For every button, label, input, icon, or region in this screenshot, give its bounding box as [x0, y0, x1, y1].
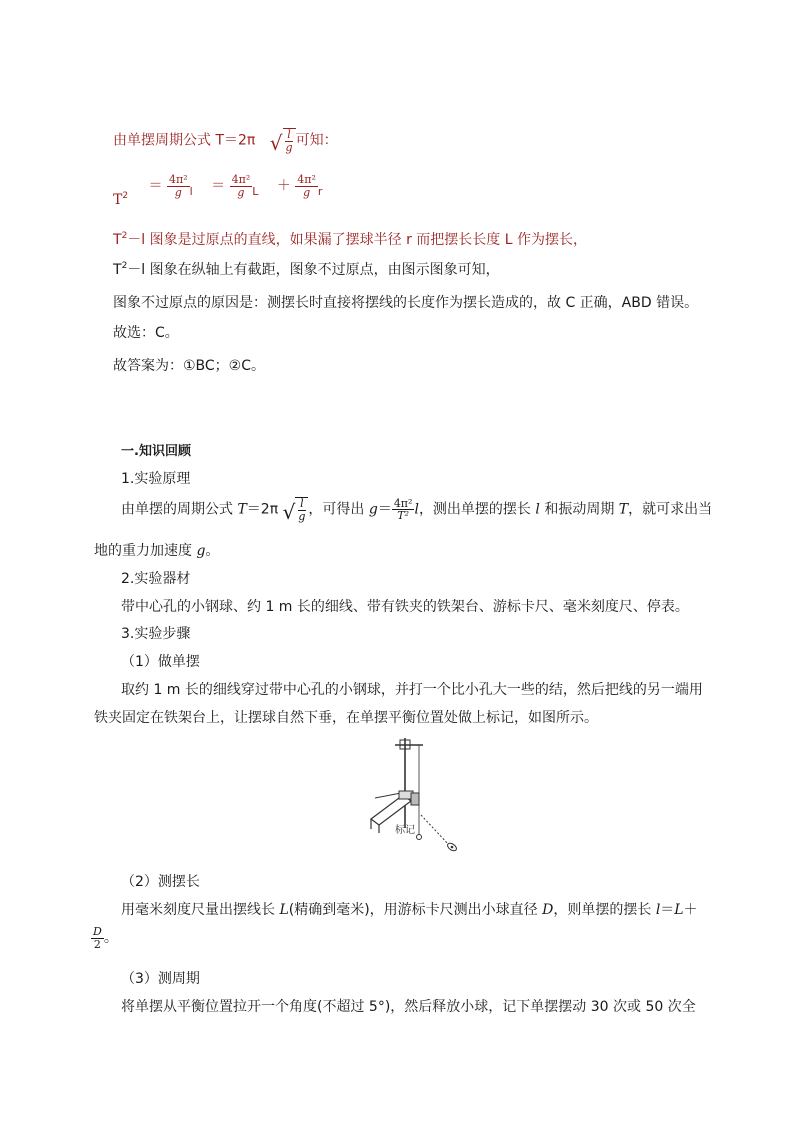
eq-fraction-1: $\frac{\text{4π²}}{g}$	[168, 173, 188, 199]
section-1-title: 1.实验原理	[121, 471, 191, 487]
section-1-formula-line: 由单摆的周期公式 T＝2π √ $\frac{l}{g}$ ，可得出 g＝ $\frac{\text{4π²}}{\text{T²}}$ l，测出单摆的摆长 l 和振动周期 T，就可求出当	[121, 496, 713, 525]
step-2-title: （2）测摆长	[121, 874, 200, 890]
sqrt-l-over-g	[269, 128, 296, 156]
solution-line-7: 故答案为：①BC；②C。	[113, 358, 266, 374]
eq-sub-3: r	[317, 185, 323, 199]
eq-plus: ＋	[276, 178, 291, 195]
l-over-g-fraction: $\frac{l}{g}$	[285, 128, 293, 154]
step-3-line-1: 将单摆从平衡位置拉开一个角度(不超过 5°)，然后释放小球，记下单摆摆动 30 次或 50 次全	[121, 999, 696, 1015]
review-heading: 一.知识回顾	[121, 444, 191, 459]
section-1-line-2: 地的重力加速度 g。	[94, 543, 220, 559]
step-1-line-2: 铁夹固定在铁架台上，让摆球自然下垂，在单摆平衡位置处做上标记，如图所示。	[94, 710, 598, 726]
eq-T-sup: 2	[122, 191, 129, 202]
sqrt-l-over-g-2: √ $\frac{l}{g}$	[283, 497, 309, 522]
section-3-title: 3.实验步骤	[121, 626, 191, 642]
step-1-line-1: 取约 1 m 长的细线穿过带中心孔的小钢球，并打一个比小孔大一些的结，然后把线的另一端用	[121, 682, 703, 698]
four-pi-sq-over-T-sq: $\frac{\text{4π²}}{\text{T²}}$	[393, 496, 413, 523]
eq-T: T	[113, 192, 123, 209]
step-1-title: （1）做单摆	[121, 654, 200, 670]
eq-fraction-2: $\frac{\text{4π²}}{g}$	[231, 173, 251, 199]
pendulum-apparatus-diagram	[365, 733, 465, 853]
solution-line-3: $T^2-l$ 图象是过原点的直线，如果漏了摆球半径 r 而把摆长长度 L 作为摆长，	[113, 231, 587, 248]
solution-equation	[113, 173, 323, 209]
section-2-text: 带中心孔的小钢球、约 1 m 长的细线、带有铁夹的铁架台、游标卡尺、毫米刻度尺、停表。	[121, 599, 689, 615]
solution-line1-prefix: 由单摆周期公式 T＝2π	[113, 132, 256, 149]
solution-line1-suffix: 可知：	[295, 132, 338, 149]
solution-line-1	[113, 128, 338, 156]
eq-fraction-3: $\frac{\text{4π²}}{g}$	[297, 173, 316, 199]
eq-sub-2: L	[252, 185, 259, 199]
solution-line-6: 故选：C。	[113, 325, 179, 341]
eq-equals-2: ＝	[211, 178, 226, 195]
eq-equals-1: ＝	[148, 178, 163, 195]
step-3-title: （3）测周期	[121, 971, 200, 987]
pendulum-figure	[365, 733, 465, 853]
section-2-title: 2.实验器材	[121, 571, 191, 587]
solution-line-4: $T^2-l$ 图象在纵轴上有截距，图象不过原点，由图示图象可知，	[113, 261, 500, 278]
step-2-line-1: 用毫米刻度尺量出摆线长 L(精确到毫米)，用游标卡尺测出小球直径 D，则单摆的摆长 l＝L＋	[121, 902, 698, 918]
figure-mark-label: 标记	[395, 825, 415, 836]
D-over-2-fraction: $\frac{D}{2}$	[93, 925, 102, 951]
solution-line-5: 图象不过原点的原因是：测摆长时直接将摆线的长度作为摆长造成的，故 C 正确，ABD 错误。	[113, 295, 699, 311]
eq-sub-1: l	[189, 185, 193, 199]
radical-sign: √	[269, 131, 283, 156]
step-2-line-2: $\frac{D}{2}$ 。	[93, 925, 118, 951]
